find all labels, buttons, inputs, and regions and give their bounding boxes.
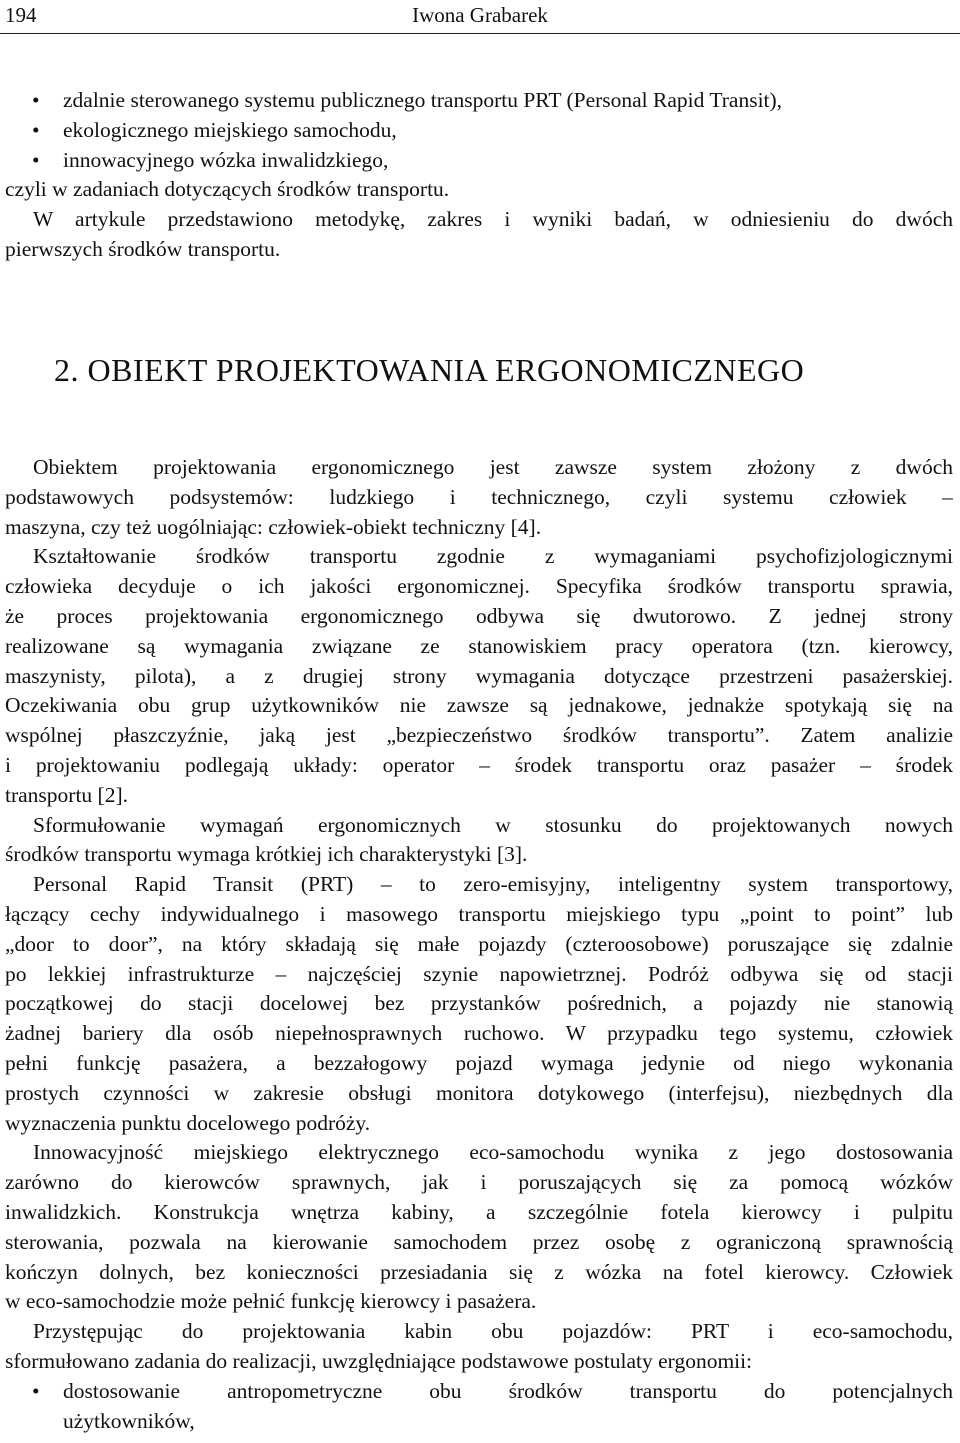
bullet-text: innowacyjnego wózka inwalidzkiego, bbox=[63, 147, 389, 172]
paragraph-line: Sformułowanie wymagań ergonomicznych w stosunku do projektowanych nowych bbox=[33, 812, 953, 837]
paragraph-line: wspólnej płaszczyźnie, jaką jest „bezpieczeństwo środków transportu”. Zatem analizie bbox=[5, 723, 953, 748]
bullet-text: zdalnie sterowanego systemu publicznego transportu PRT (Personal Rapid Transit), bbox=[63, 88, 783, 112]
paragraph-line: podstawowych podsystemów: ludzkiego i technicznego, czyli systemu człowiek – bbox=[5, 484, 953, 509]
paragraph-line: pierwszych środków transportu. bbox=[5, 236, 281, 261]
bullet-item bbox=[5, 116, 953, 146]
paragraph-line: sformułowano zadania do realizacji, uwzględniające podstawowe postulaty ergonomii: bbox=[5, 1348, 753, 1373]
bullet-icon: • bbox=[32, 88, 40, 112]
paragraph-line: sterowania, pozwala na kierowanie samochodem przez osobę z ograniczoną sprawnością bbox=[5, 1229, 953, 1254]
paragraph-line: realizowane są wymagania związane ze stanowiskiem pracy operatora (tzn. kierowcy, bbox=[5, 633, 953, 658]
paragraph-line: że proces projektowania ergonomicznego odbywa się dwutorowo. Z jednej strony bbox=[5, 603, 953, 628]
paragraph-line: maszyna, czy też uogólniając: człowiek-obiekt techniczny [4]. bbox=[5, 514, 542, 539]
paragraph-line: Personal Rapid Transit (PRT) – to zero-emisyjny, inteligentny system transportowy, bbox=[33, 872, 953, 897]
bullet-item bbox=[5, 1377, 953, 1407]
bullet-text: dostosowanie antropometryczne obu środków transportu do potencjalnych bbox=[63, 1378, 953, 1403]
paragraph-line: Obiektem projektowania ergonomicznego jest zawsze system złożony z dwóch bbox=[33, 455, 953, 479]
paragraph-line: kończyn dolnych, bez konieczności przesiadania się z wózka na fotel kierowcy. Człowiek bbox=[5, 1259, 953, 1284]
paragraph-line: i projektowaniu podlegają układy: operator – środek transportu oraz pasażer – środek bbox=[5, 752, 953, 777]
running-head-author: Iwona Grabarek bbox=[412, 3, 548, 27]
section-heading: 2. OBIEKT PROJEKTOWANIA ERGONOMICZNEGO bbox=[54, 352, 805, 388]
section-body bbox=[5, 453, 953, 1436]
paragraph-line: człowieka decyduje o ich jakości ergonomicznej. Specyfika środków transportu sprawia, bbox=[5, 574, 953, 599]
paragraph-line: Oczekiwania obu grup użytkowników nie zawsze są jednakowe, jednakże spotykają się na bbox=[5, 693, 953, 718]
running-header bbox=[0, 0, 960, 32]
paragraph-line: „door to door”, na który składają się małe pojazdy (czteroosobowe) poruszające się zdalnie bbox=[5, 931, 953, 956]
paragraph-line: początkowej do stacji docelowej bez przystanków pośrednich, a pojazdy nie stanowią bbox=[5, 991, 953, 1016]
header-rule bbox=[0, 33, 960, 34]
paragraph-line: Kształtowanie środków transportu zgodnie z wymaganiami psychofizjologicznymi bbox=[33, 544, 953, 569]
bullet-item bbox=[5, 86, 953, 116]
bullet-continuation: użytkowników, bbox=[63, 1408, 195, 1433]
paragraph-line: po lekkiej infrastrukturze – najczęściej szynie napowietrznej. Podróż odbywa się od stacji bbox=[5, 961, 953, 986]
bullet-item bbox=[5, 146, 953, 176]
paragraph-line: W artykule przedstawiono metodykę, zakres i wyniki badań, w odniesieniu do dwóch bbox=[33, 207, 953, 232]
paragraph-line: inwalidzkich. Konstrukcja wnętrza kabiny, a szczególnie fotela kierowcy i pulpitu bbox=[5, 1199, 953, 1224]
paragraph-line: w eco-samochodzie może pełnić funkcję kierowcy i pasażera. bbox=[5, 1289, 537, 1314]
bullet-icon: • bbox=[32, 147, 40, 172]
paragraph-line: pełni funkcję pasażera, a bezzałogowy pojazd wymaga jedynie od niego wykonania bbox=[5, 1050, 953, 1075]
paragraph-line: Innowacyjność miejskiego elektrycznego eco-samochodu wynika z jego dostosowania bbox=[33, 1140, 953, 1165]
bullet-icon: • bbox=[32, 1378, 40, 1403]
paragraph-line: transportu [2]. bbox=[5, 782, 128, 807]
intro-block bbox=[5, 86, 953, 265]
paragraph-line: środków transportu wymaga krótkiej ich charakterystyki [3]. bbox=[5, 842, 528, 867]
paragraph-line: wyznaczenia punktu docelowego podróży. bbox=[5, 1110, 371, 1135]
bullet-text: ekologicznego miejskiego samochodu, bbox=[63, 117, 397, 142]
paragraph-line: łączący cechy indywidualnego i masowego transportu miejskiego typu „point to point” lub bbox=[5, 901, 953, 926]
intro-closing-line: czyli w zadaniach dotyczących środków transportu. bbox=[5, 177, 450, 202]
paragraph-line: prostych czynności w zakresie obsługi monitora dotykowego (interfejsu), niezbędnych dla bbox=[5, 1080, 953, 1105]
paragraph-line: żadnej bariery dla osób niepełnosprawnych ruchowo. W przypadku tego systemu, człowiek bbox=[5, 1021, 953, 1046]
bullet-icon: • bbox=[32, 117, 40, 142]
paragraph-line: Przystępując do projektowania kabin obu pojazdów: PRT i eco-samochodu, bbox=[33, 1319, 953, 1344]
paragraph-line: zarówno do kierowców sprawnych, jak i poruszających się za pomocą wózków bbox=[5, 1170, 953, 1195]
paragraph-line: maszynisty, pilota), a z drugiej strony wymagania dotyczące przestrzeni pasażerskiej. bbox=[5, 663, 953, 688]
page-number: 194 bbox=[5, 3, 37, 27]
